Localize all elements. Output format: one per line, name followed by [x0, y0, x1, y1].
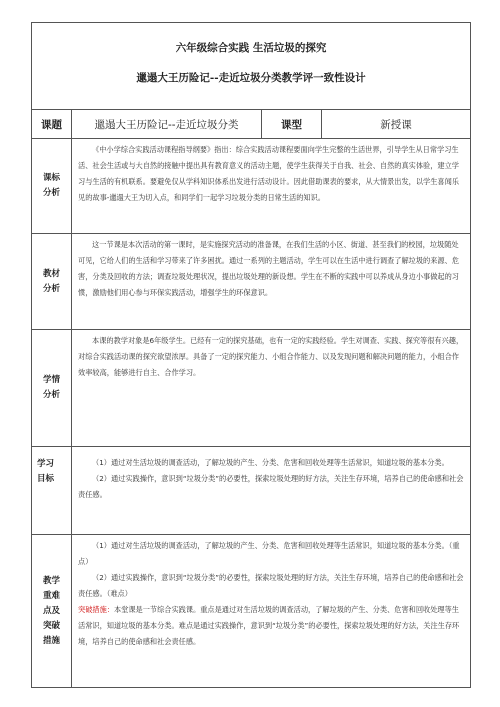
section-label-objectives: 学习 目标	[32, 447, 72, 535]
topic-value: 邋遢大王历险记--走近垃圾分类	[72, 110, 262, 139]
measures-text: 本堂课是一节综合实践课。重点是通过对生活垃圾的调查活动，了解垃圾的产生、分类、危害和回收处理等生活常识，知道垃圾的基本分类。难点是通过实践操作，意识到“垃圾分类”的必要性，探索垃圾处理的好方法，关注生存环境，培养自己的使命感和社会责任感。	[78, 605, 460, 646]
title-cell	[32, 23, 471, 110]
title-row	[32, 23, 471, 110]
section-text-keypoints	[72, 535, 471, 688]
section-text-students: 本课的教学对象是6年级学生。已经有一定的探究基础，也有一定的实践经验。学生对调查、实践、探究等很有兴趣，对综合实践活动课的探究欲望浓厚。具备了一定的探究能力、小组合作能力、以及发现问题和解决问题的能力，小组合作效率较高，能够进行自主、合作学习。	[72, 330, 471, 447]
section-label-textbook: 教材 分析	[32, 234, 72, 330]
topic-label: 课题	[32, 110, 72, 139]
document-subtitle: 邋遢大王历险记--走近垃圾分类教学评一致性设计	[136, 72, 366, 84]
measures-paragraph	[78, 602, 464, 650]
lesson-plan-document	[31, 22, 470, 685]
section-row-students	[32, 330, 471, 447]
lesson-plan-table	[31, 22, 471, 688]
section-row-objectives	[32, 447, 471, 535]
section-label-keypoints: 教学 重难 点及 突破 措施	[32, 535, 72, 688]
header-row	[32, 110, 471, 139]
section-row-keypoints	[32, 535, 471, 688]
section-row-textbook	[32, 234, 471, 330]
keypoint-2: （2）通过实践操作，意识到“垃圾分类”的必要性，探索垃圾处理的好方法，关注生存环境，培养自己的使命感和社会责任感。（难点）	[78, 573, 464, 598]
type-label: 课型	[262, 110, 322, 139]
document-title: 六年级综合实践 生活垃圾的探究	[175, 42, 327, 54]
measures-label: 突破措施：	[78, 605, 114, 614]
section-text-objectives	[72, 447, 471, 535]
section-label-curriculum: 课标 分析	[32, 139, 72, 234]
type-value: 新授课	[322, 110, 471, 139]
section-row-curriculum	[32, 139, 471, 234]
keypoint-1: （1）通过对生活垃圾的调查活动，了解垃圾的产生、分类、危害和回收处理等生活常识，知道垃圾的基本分类。（重点）	[78, 541, 460, 566]
section-text-textbook: 这一节课是本次活动的第一课时，是实施探究活动的准备课，在我们生活的小区、街道、甚至我们的校园，垃圾随处可见，它给人们的生活和学习带来了许多困扰。通过一系列的主题活动，学生可以在生活中进行调查了解垃圾的来源、危害，分类及回收的方法；调查垃圾处理状况，提出垃圾处理的新设想。学生在不断的实践中可以养成从身边小事做起的习惯，激励他们用心参与环保实践活动，增强学生的环保意识。	[72, 234, 471, 330]
objective-1: （1）通过对生活垃圾的调查活动，了解垃圾的产生、分类、危害和回收处理等生活常识，知道垃圾的基本分类。	[92, 458, 449, 467]
objective-2: （2）通过实践操作，意识到“垃圾分类”的必要性，探索垃圾处理的好方法，关注生存环境，培养自己的使命感和社会责任感。	[78, 474, 464, 499]
section-text-curriculum: 《中小学综合实践活动课程指导纲要》指出：综合实践活动课程要面向学生完整的生活世界，引导学生从日常学习生活、社会生活或与大自然的接触中提出具有教育意义的活动主题，使学生获得关于自我、社会、自然的真实体验，建立学习与生活的有机联系。要避免仅从学科知识体系出发进行活动设计。因此借助课表的要求，从大情景出发，以学生喜闻乐见的故事-邋遢大王为切入点，和同学们一起学习垃圾分类的日常生活的知识。	[72, 139, 471, 234]
section-label-students: 学情 分析	[32, 330, 72, 447]
